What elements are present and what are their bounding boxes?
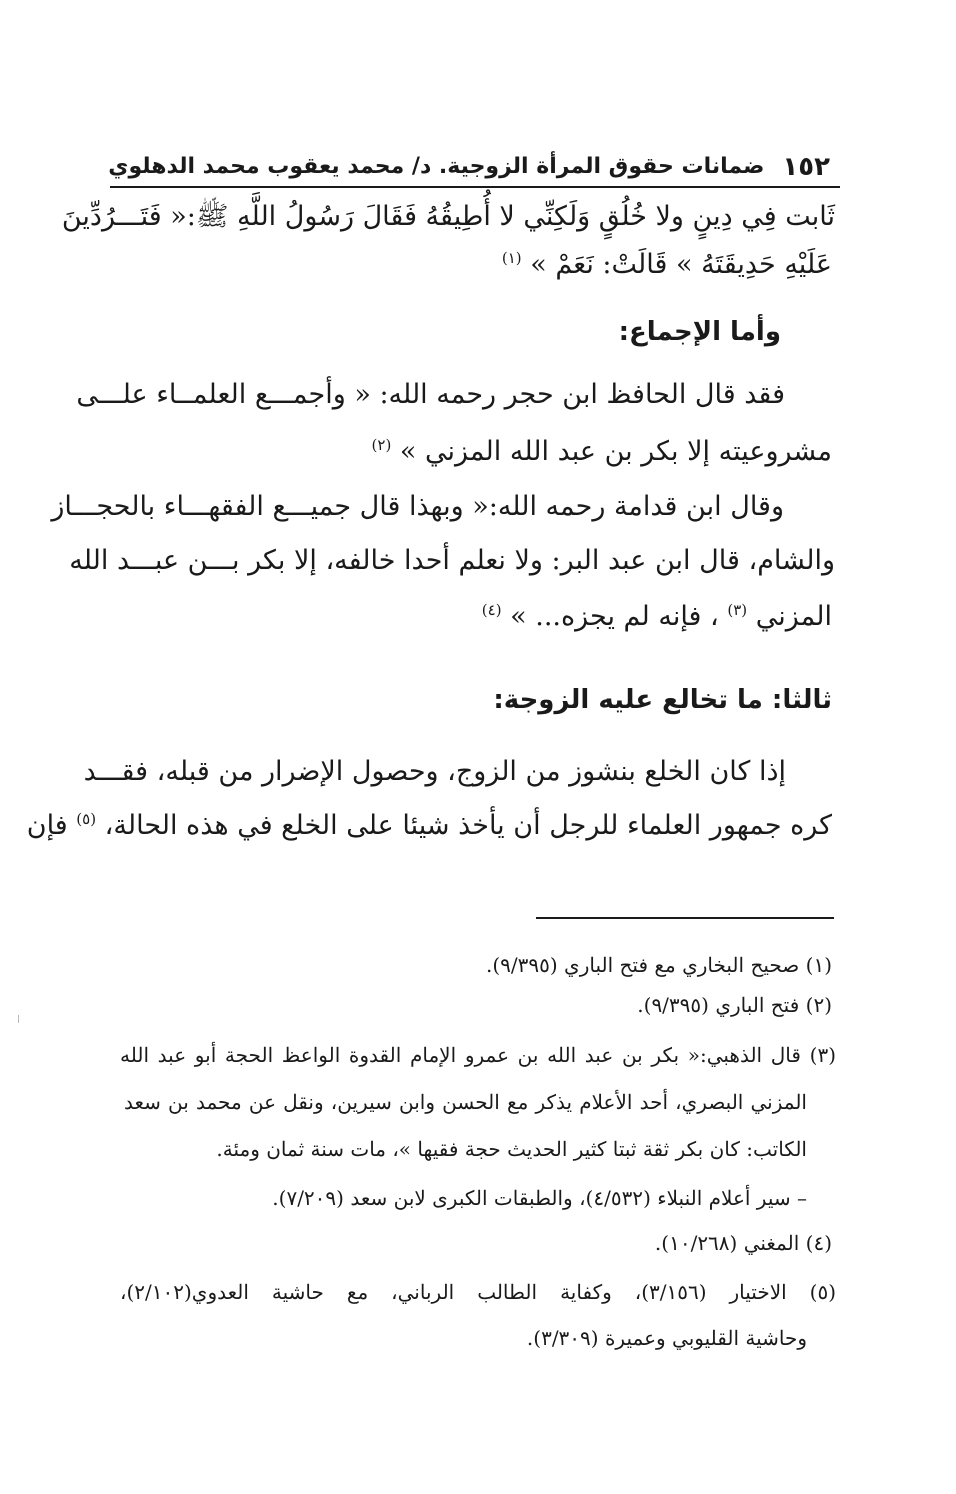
body-line-3: فقد قال الحافظ ابن حجر رحمه الله: « وأجمـــع العلمــاء علـــى	[76, 379, 785, 410]
footnote-separator	[536, 917, 834, 919]
page-number: ١٥٢	[782, 152, 830, 182]
body-line-4	[372, 432, 832, 472]
footnote-3-line-3: الكاتب: كان بكر ثقة ثبتا كثير الحديث حجة فقيها »، مات سنة ثمان ومئة.	[216, 1137, 807, 1161]
footnote-ref-5: (٥)	[76, 810, 97, 828]
footnote-4: (٤) المغني (١٠/٢٦٨).	[654, 1231, 832, 1255]
section-heading-ijma: وأما الإجماع:	[618, 317, 781, 347]
footnote-3-line-2: المزني البصري، أحد الأعلام يذكر مع الحسن وابن سيرين، ونقل عن محمد بن سعد	[124, 1090, 807, 1114]
footnote-1: (١) صحيح البخاري مع فتح الباري (٩/٣٩٥).	[486, 953, 832, 977]
footnote-3-line-4: – سير أعلام النبلاء (٤/٥٣٢)، والطبقات الكبرى لابن سعد (٧/٢٠٩).	[272, 1186, 807, 1210]
body-line-8: إذا كان الخلع بنشوز من الزوج، وحصول الإضرار من قبله، فقـــد	[83, 756, 786, 787]
footnote-ref-3: (٣)	[727, 601, 748, 619]
body-line-7-text-b: ، فإنه لم يجزه... »	[510, 601, 719, 632]
footnote-5-line-2: وحاشية القليوبي وعميرة (٣/٣٠٩).	[526, 1326, 807, 1350]
body-line-7-text-a: المزني	[755, 601, 832, 632]
footnote-5-line-1: (٥) الاختيار (٣/١٥٦)، وكفاية الطالب الرباني، مع حاشية العدوي(٢/١٠٢)،	[120, 1280, 837, 1304]
body-line-1: ثَابت فِي دِينٍ ولا خُلُقٍ وَلَكِنِّي لا أُطِيقُهُ فَقَالَ رَسُولُ اللَّهِ ﷺ:« فَتَـــرُدِّينَ	[61, 201, 835, 232]
body-line-7	[482, 597, 832, 637]
footnote-ref-1: (١)	[501, 249, 522, 267]
running-header	[108, 150, 830, 184]
footnote-2: (٢) فتح الباري (٩/٣٩٥).	[637, 993, 832, 1017]
footnote-ref-4: (٤)	[481, 601, 502, 619]
body-line-2-text: عَلَيْهِ حَدِيقَتَهُ » قَالَتْ: نَعَمْ »	[530, 249, 832, 280]
section-heading-third: ثالثا: ما تخالع عليه الزوجة:	[493, 685, 832, 715]
header-title: ضمانات حقوق المرأة الزوجية. د/ محمد يعقوب محمد الدهلوي	[108, 154, 765, 179]
body-line-2	[502, 245, 832, 285]
header-rule	[110, 186, 840, 188]
body-line-6: والشام، قال ابن عبد البر: ولا نعلم أحدا خالفه، إلا بكر بـــن عبـــد الله	[69, 545, 835, 576]
body-line-9	[27, 806, 832, 846]
body-line-4-text: مشروعيته إلا بكر بن عبد الله المزني »	[399, 436, 832, 467]
body-line-9-end: فإن	[26, 810, 68, 841]
footnote-3-line-1: (٣) قال الذهبي:« بكر بن عبد الله بن عمرو الإمام القدوة الواعظ الحجة أبو عبد الله	[120, 1043, 836, 1067]
body-line-9-text: كره جمهور العلماء للرجل أن يأخذ شيئا على الخلع في هذه الحالة،	[104, 810, 832, 841]
footnote-ref-2: (٢)	[371, 436, 392, 454]
scan-margin-mark	[18, 1015, 19, 1023]
body-line-5: وقال ابن قدامة رحمه الله:« وبهذا قال جميـــع الفقهـــاء بالحجـــاز	[51, 491, 784, 522]
